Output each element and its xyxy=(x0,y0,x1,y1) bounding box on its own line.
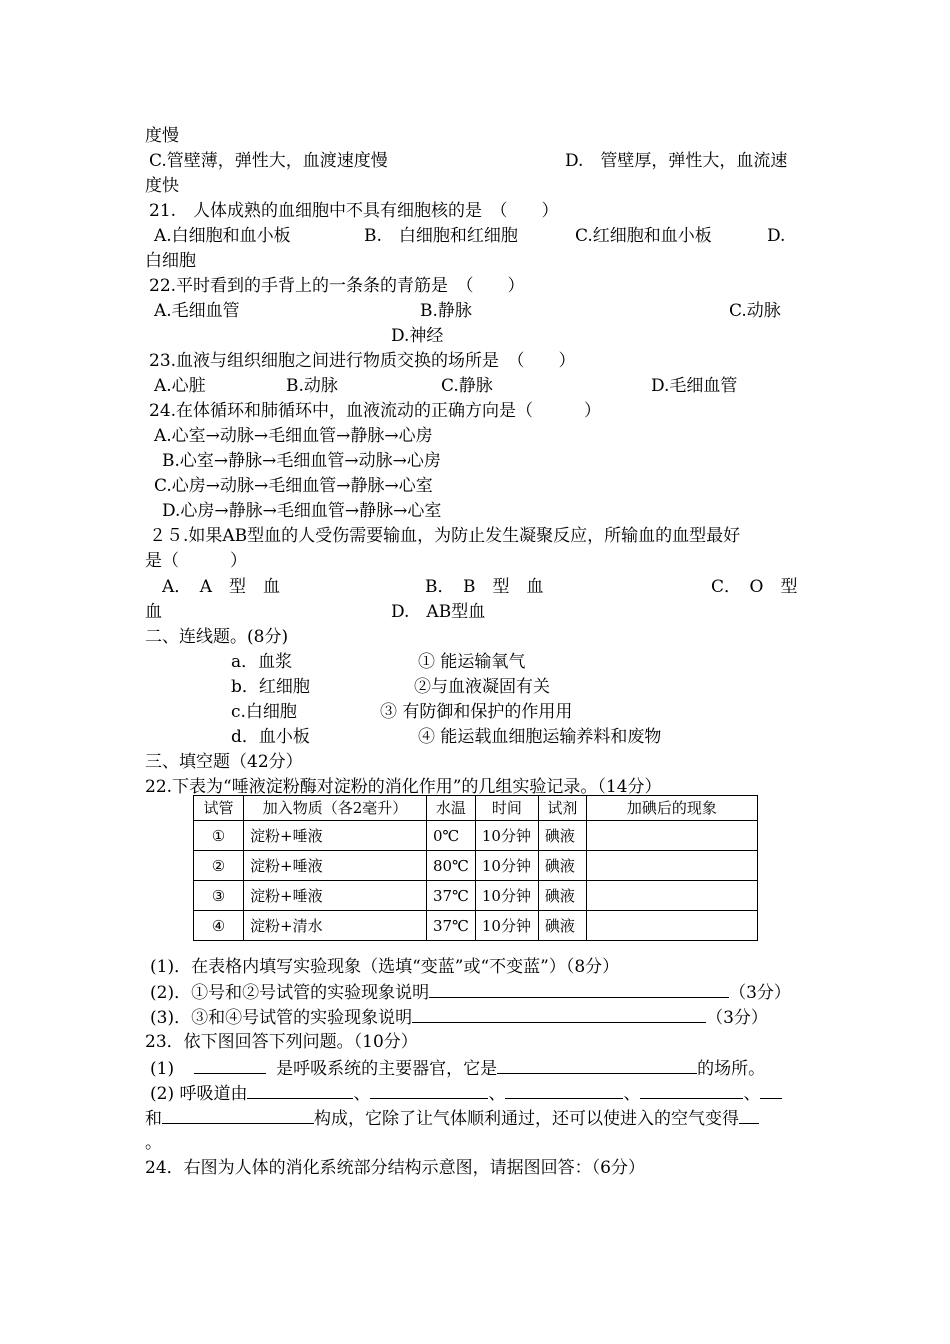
answer-blank[interactable] xyxy=(429,981,729,998)
table-cell: 37℃ xyxy=(427,911,476,941)
option-b: B.动脉 xyxy=(286,376,338,396)
answer-blank[interactable] xyxy=(247,1082,353,1099)
table-cell: 37℃ xyxy=(427,881,476,911)
option-c: C． O 型 xyxy=(711,577,798,597)
q23-text: 构成，它除了让气体顺利通过，还可以使进入的空气变得 xyxy=(314,1109,739,1129)
option-d: D.神经 xyxy=(391,326,444,346)
answer-blank[interactable] xyxy=(739,1107,759,1124)
answer-cell[interactable] xyxy=(586,911,757,941)
table-header-row xyxy=(194,796,758,821)
table-cell: 10分钟 xyxy=(475,881,538,911)
question-25-cont: 是（ ） xyxy=(145,551,247,571)
sub-question-2-text: (2)．①号和②号试管的实验现象说明 xyxy=(150,983,430,1003)
question-23-fill: 23．依下图回答下列问题。（10分） xyxy=(145,1032,418,1052)
answer-blank[interactable] xyxy=(412,1006,706,1023)
question-24: 24.在体循环和肺循环中，血液流动的正确方向是（ ） xyxy=(149,401,602,421)
table-row xyxy=(194,821,758,851)
option-b: B． B 型 血 xyxy=(425,577,544,597)
separator: 、 xyxy=(488,1084,506,1104)
table-cell: 80℃ xyxy=(427,851,476,881)
option-d: D.心房→静脉→毛细血管→静脉→心室 xyxy=(162,501,442,521)
table-header: 时间 xyxy=(475,796,538,821)
table-header: 试管 xyxy=(194,796,244,821)
option-c: C.静脉 xyxy=(441,376,493,396)
answer-blank[interactable] xyxy=(505,1082,623,1099)
table-cell: 10分钟 xyxy=(475,911,538,941)
match-left: b．红细胞 xyxy=(231,677,310,697)
table-cell: 淀粉+唾液 xyxy=(244,881,427,911)
separator: 、 xyxy=(353,1084,371,1104)
q23-sub-label: (1) xyxy=(150,1059,175,1079)
answer-blank[interactable] xyxy=(760,1082,782,1099)
sub-question-3 xyxy=(150,1006,768,1029)
option-d: D. AB型血 xyxy=(391,602,486,622)
section-2-title: 二、连线题。(8分) xyxy=(145,627,289,647)
option-c: C.红细胞和血小板 xyxy=(575,226,712,246)
answer-cell[interactable] xyxy=(586,851,757,881)
option-a: A.白细胞和血小板 xyxy=(154,226,291,246)
question-22-fill: 22.下表为“唾液淀粉酶对淀粉的消化作用”的几组实验记录。（14分） xyxy=(145,777,662,797)
table-cell: 10分钟 xyxy=(475,821,538,851)
table-cell: 碘液 xyxy=(538,881,586,911)
option-c: C.管壁薄，弹性大，血渡速度慢 xyxy=(149,151,388,171)
table-cell: 碘液 xyxy=(538,821,586,851)
q23-text: 是呼吸系统的主要器官，它是 xyxy=(276,1059,498,1079)
q23-line-3 xyxy=(145,1107,759,1130)
table-header: 加入物质（各2毫升） xyxy=(244,796,427,821)
question-24-fill: 24．右图为人体的消化系统部分结构示意图，请据图回答：（6分） xyxy=(145,1158,645,1178)
table-header: 加碘后的现象 xyxy=(586,796,757,821)
answer-cell[interactable] xyxy=(586,821,757,851)
option-d: D.毛细血管 xyxy=(651,376,738,396)
table-cell: 淀粉+唾液 xyxy=(244,851,427,881)
option-c: C.心房→动脉→毛细血管→静脉→心室 xyxy=(154,476,433,496)
table-cell: ③ xyxy=(194,881,244,911)
option-d-cont: 白细胞 xyxy=(145,251,196,271)
match-right: ④ 能运载血细胞运输养料和废物 xyxy=(418,727,662,747)
score: （3分） xyxy=(729,983,791,1003)
q23-text: 和 xyxy=(145,1109,162,1129)
question-23: 23.血液与组织细胞之间进行物质交换的场所是 （ ） xyxy=(149,351,576,371)
question-25: ２５.如果AB型血的人受伤需要输血，为防止发生凝聚反应，所输血的血型最好 xyxy=(149,526,741,546)
option-d: D. xyxy=(767,226,786,246)
q23-line-2 xyxy=(150,1082,782,1105)
table-row xyxy=(194,851,758,881)
table-header: 试剂 xyxy=(538,796,586,821)
experiment-table xyxy=(193,795,758,941)
option-a: A． A 型 血 xyxy=(162,577,281,597)
separator: 、 xyxy=(743,1084,761,1104)
answer-blank[interactable] xyxy=(162,1107,314,1124)
table-cell: ④ xyxy=(194,911,244,941)
option-b: B.心室→静脉→毛细血管→动脉→心房 xyxy=(162,451,441,471)
table-row xyxy=(194,911,758,941)
match-right: ① 能运输氧气 xyxy=(418,652,526,672)
score: （3分） xyxy=(706,1008,768,1028)
text-line: 度慢 xyxy=(145,126,179,146)
section-3-title: 三、填空题（42分） xyxy=(145,752,303,772)
table-cell: ② xyxy=(194,851,244,881)
table-cell: 10分钟 xyxy=(475,851,538,881)
text-line: 度快 xyxy=(145,176,179,196)
option-c: C.动脉 xyxy=(729,301,781,321)
table-cell: 碘液 xyxy=(538,851,586,881)
option-a: A.心室→动脉→毛细血管→静脉→心房 xyxy=(154,426,433,446)
match-left: c.白细胞 xyxy=(231,702,297,722)
option-b: B.静脉 xyxy=(420,301,472,321)
table-cell: ① xyxy=(194,821,244,851)
sub-question-1: (1)．在表格内填写实验现象（选填“变蓝”或“不变蓝”）（8分） xyxy=(150,957,620,977)
option-b: B. 白细胞和红细胞 xyxy=(364,226,518,246)
question-21: 21. 人体成熟的血细胞中不具有细胞核的是 （ ） xyxy=(149,201,559,221)
option-a: A.心脏 xyxy=(154,376,206,396)
separator: 、 xyxy=(623,1084,641,1104)
table-row xyxy=(194,881,758,911)
answer-blank[interactable] xyxy=(194,1057,266,1074)
answer-blank[interactable] xyxy=(497,1057,697,1074)
match-right: ②与血液凝固有关 xyxy=(414,677,550,697)
question-22: 22.平时看到的手背上的一条条的青筋是 （ ） xyxy=(149,276,525,296)
table-cell: 淀粉+清水 xyxy=(244,911,427,941)
q23-line-4: 。 xyxy=(145,1133,162,1153)
answer-blank[interactable] xyxy=(640,1082,743,1099)
option-a: A.毛细血管 xyxy=(154,301,240,321)
sub-question-2 xyxy=(150,981,791,1004)
answer-blank[interactable] xyxy=(370,1082,488,1099)
option-c-cont: 血 xyxy=(145,602,162,622)
table-header: 水温 xyxy=(427,796,476,821)
q23-text: 的场所。 xyxy=(697,1059,766,1079)
match-left: d．血小板 xyxy=(231,727,310,747)
option-d: D. 管壁厚，弹性大，血流速 xyxy=(565,151,788,171)
q23-line-1 xyxy=(150,1057,765,1080)
table-cell: 淀粉+唾液 xyxy=(244,821,427,851)
match-right: ③ 有防御和保护的作用用 xyxy=(380,702,573,722)
table-cell: 碘液 xyxy=(538,911,586,941)
table-cell: 0℃ xyxy=(427,821,476,851)
match-left: a．血浆 xyxy=(231,652,293,672)
q23-sub-label: (2) 呼吸道由 xyxy=(150,1084,248,1104)
answer-cell[interactable] xyxy=(586,881,757,911)
sub-question-3-text: (3)．③和④号试管的实验现象说明 xyxy=(150,1008,413,1028)
